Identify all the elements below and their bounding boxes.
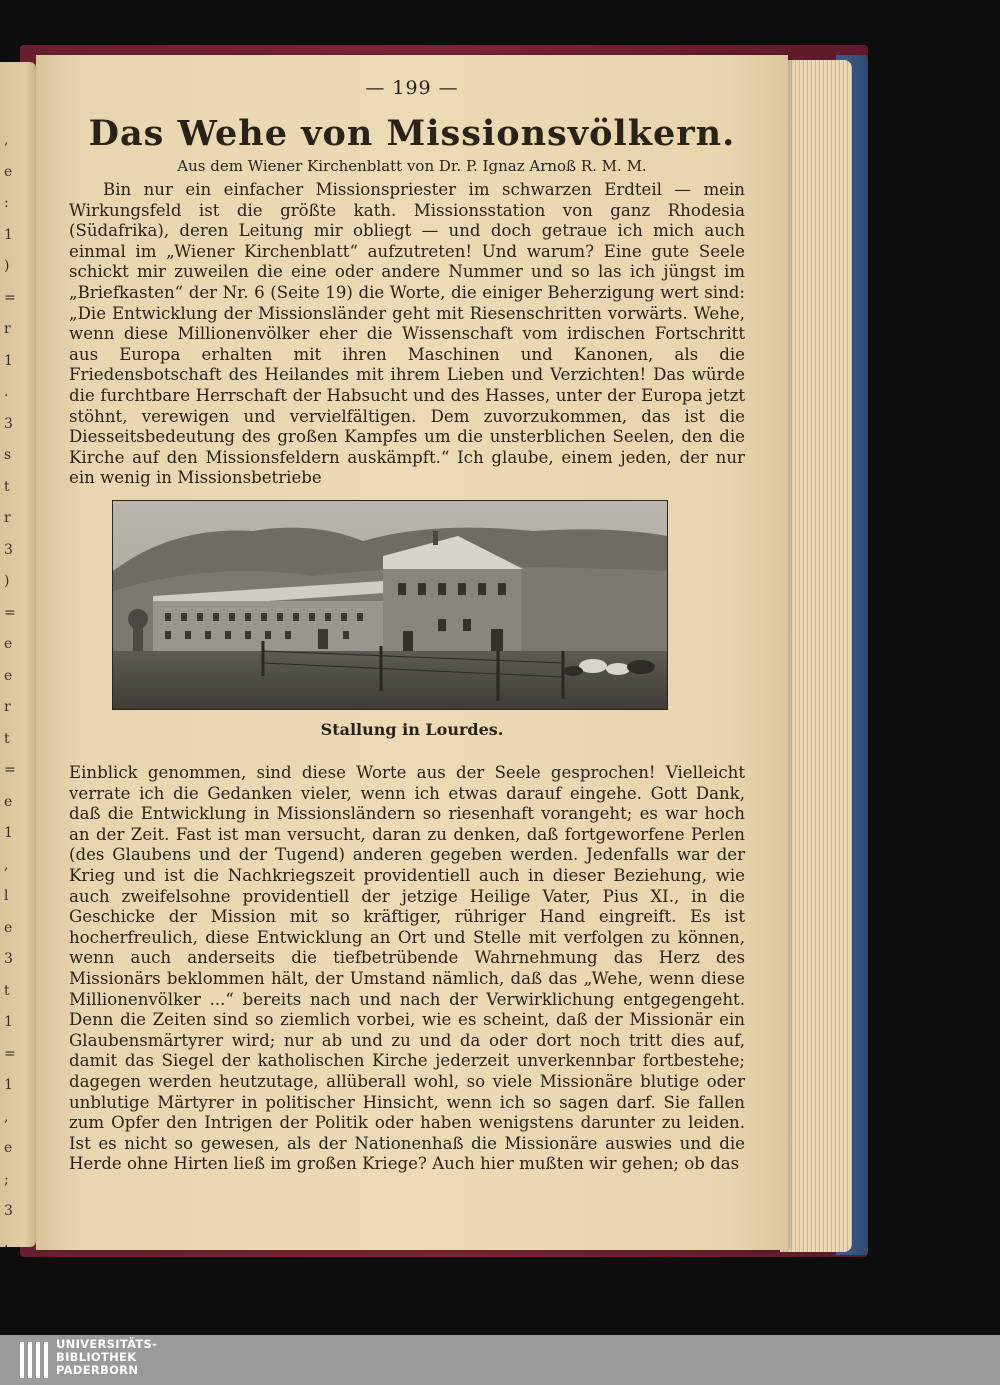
left-page-fragment: 3: [4, 1203, 13, 1219]
left-page-fragment: .: [4, 1234, 9, 1251]
left-page-margin: [0, 62, 36, 1251]
left-page-fragment: =: [4, 1045, 16, 1062]
left-page-fragment: t: [4, 730, 10, 747]
page-number: — 199 —: [365, 77, 459, 99]
left-page-fragment: =: [4, 762, 16, 778]
left-page-fragment: s: [4, 447, 12, 463]
paragraph-intro: Bin nur ein einfacher Missionspriester im schwarzen Erdteil — mein Wirkungsfeld ist die größte kath. Missionsstation von ganz Rhodesia (Südafrika), deren Leitung mir obliegt — und doch getraue ich mich auch einmal im „Wiener Kirchenblatt“ aufzutreten! Und warum? Eine gute Seele schickt mir zuweilen die eine oder andere Nummer und so las ich jüngst im „Briefkasten“ der Nr. 6 (Seite 19) die Worte, die einiger Beherzigung wert sind: „Die Entwicklung der Missionsländer geht mit Riesenschritten vorwärts. Wehe, wenn diese Millionenvölker eher die Wissenschaft vom irdischen Fortschritt aus Europa erhalten mit ihren Maschinen und Kanonen, als die Friedensbotschaft des Heilandes mit ihrem Lieben und Verzichten! Das würde die furchtbare Herrschaft der Habsucht und des Hasses, unter der Europa jetzt stöhnt, verewigen und vervielfältigen. Dem zuvorzukommen, das ist die Diesseitsbedeutung des großen Kampfes um die unsterblichen Seelen, den die Kirche auf den Missionsfeldern auskämpft.“ Ich glaube, einem jeden, der nur ein wenig in Missionsbetriebe: [69, 180, 745, 488]
left-page-fragment: 1: [4, 226, 13, 243]
left-page-fragment: 1: [4, 1014, 13, 1030]
library-logo-icon: [18, 1338, 52, 1382]
paragraph-body: Einblick genommen, sind diese Worte aus der Seele gesprochen! Vielleicht verrate ich die Gedanken vieler, wenn ich etwas darauf eingehe. Gott Dank, daß die Entwicklung in Missionsländern so riesenhaft vorangeht; es war hoch an der Zeit. Fast ist man versucht, daran zu denken, daß fortgeworfene Perlen (des Glaubens und der Tugend) anderen gegeben werden. Jedenfalls war der Krieg und ist die Nachkriegszeit providentiell auch in dieser Beziehung, wie auch zweifelsohne providentiell der jetzige Heilige Vater, Pius XI., in die Geschicke der Mission mit so kräftiger, rühriger Hand eingreift. Es ist hocherfreulich, diese Entwicklung an Ort und Stelle mit verfolgen zu können, wenn auch anderseits die tiefbetrübende Wahrnehmung das Herz des Missionärs beklommen hält, der Umstand nämlich, daß das „Wehe, wenn diese Millionenvölker ...“ bereits nach und nach der Verwirklichung entgegengeht. Denn die Zeiten sind so ziemlich vorbei, wie es scheint, daß der Missionär ein Glaubensmärtyrer wird; nur ab und zu und da oder dort noch tritt dies auf, damit das Siegel der katholischen Kirche jederzeit unverkennbar fortbestehe; dagegen werden heutzutage, allüberall wohl, so viele Missionäre blutige oder unblutige Märtyrer in politischer Hinsicht, wenn ich so sagen darf. Sie fallen zum Opfer den Intrigen der Politik oder haben wenigstens darunter zu leiden. Ist es nicht so gewesen, als der Nationenhaß die Missionäre auswies und die Herde ohne Hirten ließ im großen Kriege? Auch hier mußten wir gehen; ob das: [69, 763, 745, 1174]
library-name-line2: BIBLIOTHEK: [56, 1350, 137, 1364]
library-name-line3: PADERBORN: [56, 1363, 139, 1377]
left-page-fragment: 1: [4, 1077, 13, 1093]
left-page-fragment: e: [4, 163, 13, 180]
article-title: Das Wehe von Missionsvölkern.: [88, 113, 736, 154]
left-page-fragment: e: [4, 793, 13, 810]
left-page-fragment: ;: [4, 1171, 9, 1188]
left-page-fragment: e: [4, 919, 13, 936]
left-page-fragment: =: [4, 289, 16, 306]
left-page-fragment: l: [4, 888, 9, 904]
left-page-fragment: 3: [4, 951, 13, 967]
left-page-fragment: =: [4, 604, 16, 621]
left-page-fragment: ,: [4, 1108, 9, 1125]
left-page-fragment: 1: [4, 825, 13, 841]
left-page-fragment: r: [4, 321, 11, 337]
left-page-fragment: 3: [4, 541, 13, 558]
library-footer: [0, 1335, 1000, 1385]
article-byline: Aus dem Wiener Kirchenblatt von Dr. P. Ignaz Arnoß R. M. M.: [177, 157, 647, 175]
left-page-fragment: ): [4, 258, 10, 274]
left-page-fragment: e: [4, 636, 13, 652]
left-page-fragment: .: [4, 384, 9, 400]
left-page-fragment: ,: [4, 132, 9, 148]
left-page-fragment: 3: [4, 415, 13, 432]
left-page-fragment: ): [4, 573, 10, 589]
left-page-fragment: e: [4, 667, 13, 684]
left-page-fragment: r: [4, 510, 11, 526]
left-page-fragment: t: [4, 982, 10, 999]
left-page-fragment: :: [4, 195, 9, 211]
figure-caption: Stallung in Lourdes.: [320, 720, 504, 739]
left-page-fragment: e: [4, 1140, 13, 1156]
left-page-fragment: 1: [4, 352, 13, 369]
page-edges: [780, 60, 852, 1252]
left-page-fragment: r: [4, 699, 11, 715]
book-page: [36, 55, 788, 1250]
left-page-fragment: ,: [4, 856, 9, 873]
left-page-fragment: t: [4, 478, 10, 495]
stable-photo: [112, 500, 668, 710]
library-name: [56, 1338, 157, 1377]
library-name-line1: UNIVERSITÄTS-: [56, 1337, 158, 1351]
